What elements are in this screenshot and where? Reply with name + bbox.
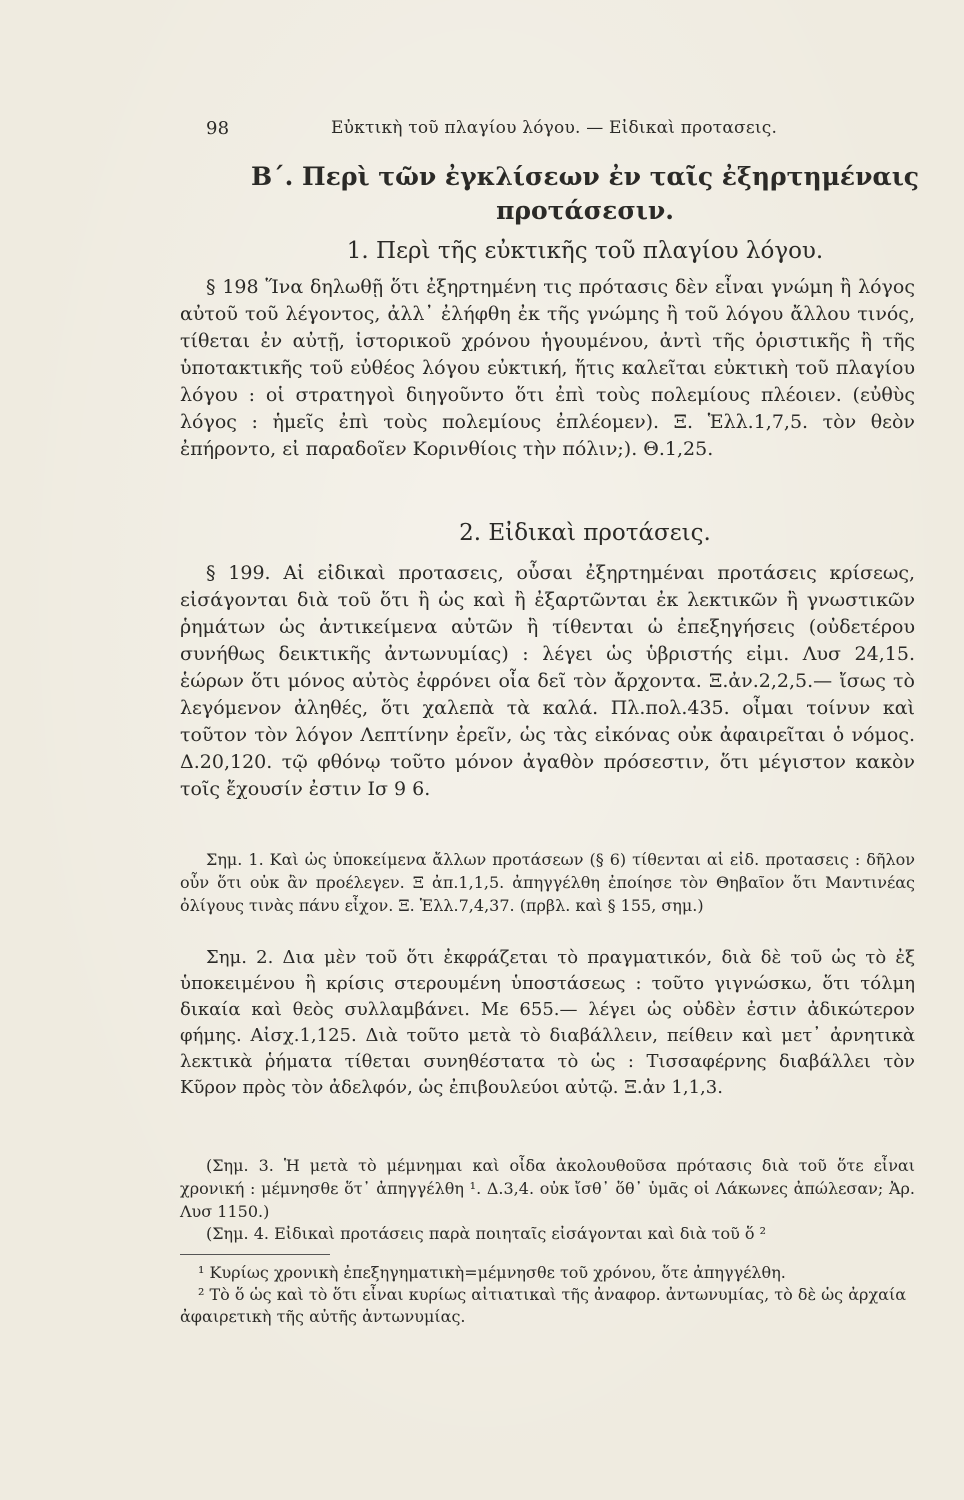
subheading-optative: 1. Περὶ τῆς εὐκτικῆς τοῦ πλαγίου λόγου. xyxy=(346,238,824,264)
note-4 xyxy=(180,1222,915,1245)
footnote-divider xyxy=(180,1254,330,1255)
section-title-line2: προτάσεσιν. xyxy=(496,196,674,225)
footnote-1: ¹ Κυρίως χρονικὴ ἐπεξηγηματικὴ=μέμνησθε τοῦ χρόνου, ὅτε ἀπηγγέλθη. xyxy=(198,1263,786,1282)
subheading-special-clauses: 2. Εἰδικαὶ προτάσεις. xyxy=(459,520,711,546)
running-title: Εὐκτικὴ τοῦ πλαγίου λόγου. — Εἰδικαὶ προτασεις. xyxy=(331,118,778,138)
note-3-text: (Σημ. 3. Ἡ μετὰ τὸ μέμνημαι καὶ οἶδα ἀκολουθοῦσα πρότασις διὰ τοῦ ὅτε εἶναι χρονική : μέμνησθε ὅτ᾽ ἀπηγγέλθη ¹. Δ.3,4. οὐκ ἴσθ᾽ ὅθ᾽ ὑμᾶς οἱ Λάκωνες ἀπώλεσαν; Ἀρ. Λυσ 1150.) xyxy=(180,1156,915,1221)
note-4-text: (Σημ. 4. Εἰδικαὶ προτάσεις παρὰ ποιηταῖς εἰσάγονται καὶ διὰ τοῦ ὅ ² xyxy=(206,1224,767,1243)
note-2 xyxy=(180,945,915,1101)
note-2-text: Σημ. 2. Δια μὲν τοῦ ὅτι ἐκφράζεται τὸ πραγματικόν, διὰ δὲ τοῦ ὡς τὸ ἐξ ὑποκειμένου ἢ κρίσις στερουμένη ὑποστάσεως : τοῦτο γιγνώσκω, ὅτι τόλμη δικαία καὶ θεὸς συλλαμβάνει. Με 655.— λέγει ὡς οὐδὲν ἐστιν ἀδικώτερον φήμης. Αἰσχ.1,125. Διὰ τοῦτο μετὰ τὸ διαβάλλειν, πείθειν καὶ μετ᾽ ἀρνητικὰ λεκτικὰ ῥήματα τίθεται συνηθέστατα τὸ ὡς : Τισσαφέρνης διαβάλλει τὸν Κῦρον πρὸς τὸν ἀδελφόν, ὡς ἐπιβουλεύοι αὐτῷ. Ξ.ἀν 1,1,3. xyxy=(180,947,915,1098)
note-1-text: Σημ. 1. Καὶ ὡς ὑποκείμενα ἄλλων προτάσεων (§ 6) τίθενται αἱ εἰδ. προτασεις : δῆλον οὖν ὅτι οὐκ ἂν προέλεγεν. Ξ ἀπ.1,1,5. ἀπηγγέλθη ἐποίησε τὸν Θηβαῖον ὅτι Μαντινέας ὀλίγους τινὰς πάνυ εἶχον. Ξ. Ἑλλ.7,4,37. (πρβλ. καὶ § 155, σημ.) xyxy=(180,850,915,915)
footnote-2: ² Τὸ ὅ ὡς καὶ τὸ ὅτι εἶναι κυρίως αἰτιατικαὶ τῆς ἀναφορ. ἀντωνυμίας, τὸ δὲ ὡς ἀρχαία ἀφαιρετικὴ τῆς αὐτῆς ἀντωνυμίας. xyxy=(180,1285,907,1326)
paragraph-198-text: § 198 Ἵνα δηλωθῇ ὅτι ἐξηρτημένη τις πρότασις δὲν εἶναι γνώμη ἢ λόγος αὐτοῦ τοῦ λέγοντος, ἀλλ᾽ ἐλήφθη ἐκ τῆς γνώμης ἢ τοῦ λόγου ἄλλου τινός, τίθεται ἐν αὐτῇ, ἱστορικοῦ χρόνου ἡγουμένου, ἀντὶ τῆς ὁριστικῆς ἢ τῆς ὑποτακτικῆς τοῦ εὐθέος λόγου εὐκτική, ἥτις καλεῖται εὐκτικὴ τοῦ πλαγίου λόγου : οἱ στρατηγοὶ διηγοῦντο ὅτι ἐπὶ τοὺς πολεμίους πλέοιεν. (εὐθὺς λόγος : ἡμεῖς ἐπὶ τοὺς πολεμίους ἐπλέομεν). Ξ. Ἑλλ.1,7,5. τὸν θεὸν ἐπήροντο, εἰ παραδοῖεν Κορινθίοις τὴν πόλιν;). Θ.1,25. xyxy=(180,276,915,460)
section-title xyxy=(240,160,930,228)
note-1 xyxy=(180,848,915,917)
paragraph-199-text: § 199. Αἱ εἰδικαὶ προτασεις, οὖσαι ἐξηρτημέναι προτάσεις κρίσεως, εἰσάγονται διὰ τοῦ ὅτι ἢ ὡς καὶ ἢ ἐξαρτῶνται ἐκ λεκτικῶν ἢ γνωστικῶν ῥημάτων ὡς ἀντικείμενα αὐτῶν ἢ τίθενται ὡ ἐπεξηγήσεις (οὐδετέρου συνήθως δεικτικῆς ἀντωνυμίας) : λέγει ὡς ὑβριστής εἰμι. Λυσ 24,15. ἑώρων ὅτι μόνος αὐτὸς ἐφρόνει οἷα δεῖ τὸν ἄρχοντα. Ξ.ἀν.2,2,5.— ἴσως τὸ λεγόμενον ἀληθές, ὅτι χαλεπὰ τὰ καλά. Πλ.πολ.435. οἶμαι τοίνυν καὶ τοῦτον τὸν λόγον Λεπτίνην ἐρεῖν, ὡς τὰς εἰκόνας οὐκ ἀφαιρεῖται ὁ νόμος. Δ.20,120. τῷ φθόνῳ τοῦτο μόνον ἀγαθὸν πρόσεστιν, ὅτι μέγιστον κακὸν τοῖς ἔχουσίν ἐστιν Ισ 9 6. xyxy=(180,562,915,800)
paragraph-198 xyxy=(180,274,915,463)
footnotes xyxy=(180,1262,915,1328)
section-title-line1: Β΄. Περὶ τῶν ἐγκλίσεων ἐν ταῖς ἐξηρτημέναις xyxy=(250,162,920,191)
note-3 xyxy=(180,1154,915,1223)
page-number: 98 xyxy=(206,118,230,139)
paragraph-199 xyxy=(180,560,915,803)
